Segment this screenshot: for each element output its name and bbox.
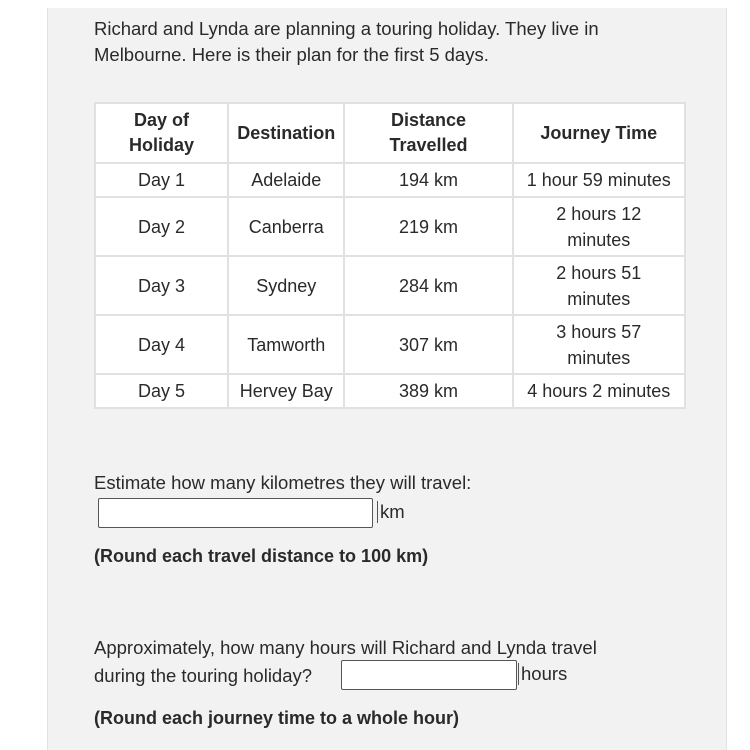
cell-journey-time: 4 hours 2 minutes: [513, 374, 685, 408]
question-1-prompt: Estimate how many kilometres they will travel:: [94, 472, 472, 493]
question-1-hint: (Round each travel distance to 100 km): [94, 546, 429, 566]
table-row: [95, 197, 685, 256]
intro-text: [94, 16, 684, 68]
hours-unit-label: hours: [518, 663, 567, 685]
cell-journey-time: [513, 315, 685, 374]
table-row: [95, 315, 685, 374]
cell-distance: 307 km: [344, 315, 512, 374]
journey-time-line-2: minutes: [567, 347, 631, 368]
journey-time-line-1: 2 hours 51: [556, 262, 642, 283]
question-2-line-2: during the touring holiday?: [94, 665, 313, 686]
table-header-row: [95, 103, 685, 163]
journey-time-line-2: minutes: [567, 288, 631, 309]
cell-distance: 194 km: [344, 163, 512, 197]
cell-day: Day 3: [95, 256, 228, 315]
header-destination: Destination: [228, 103, 344, 163]
journey-time-line-1: 2 hours 12: [556, 203, 642, 224]
cell-destination: Sydney: [228, 256, 344, 315]
cell-destination: Tamworth: [228, 315, 344, 374]
header-distance-line-2: Travelled: [389, 135, 468, 155]
cell-journey-time: [513, 197, 685, 256]
cell-journey-time: 1 hour 59 minutes: [513, 163, 685, 197]
question-2-hint: (Round each journey time to a whole hour): [94, 708, 460, 728]
intro-line-1: Richard and Lynda are planning a touring holiday. They live in: [94, 18, 599, 39]
intro-line-2: Melbourne. Here is their plan for the first 5 days.: [94, 44, 489, 65]
cell-day: Day 5: [95, 374, 228, 408]
question-panel: [47, 8, 727, 750]
cell-day: Day 4: [95, 315, 228, 374]
kilometres-answer-input[interactable]: [98, 498, 373, 528]
cell-day: Day 2: [95, 197, 228, 256]
holiday-plan-table: [94, 102, 686, 409]
table-row: [95, 163, 685, 197]
cell-journey-time: [513, 256, 685, 315]
table-row: [95, 374, 685, 408]
cell-destination: Adelaide: [228, 163, 344, 197]
header-journey-time: Journey Time: [513, 103, 685, 163]
cell-destination: Canberra: [228, 197, 344, 256]
header-day-line-1: Day of: [134, 110, 190, 130]
header-distance-line-1: Distance: [390, 110, 467, 130]
cell-distance: 284 km: [344, 256, 512, 315]
journey-time-line-2: minutes: [567, 229, 631, 250]
table-row: [95, 256, 685, 315]
question-2-line-1: Approximately, how many hours will Richard and Lynda travel: [94, 637, 597, 658]
journey-time-line-1: 3 hours 57: [556, 321, 642, 342]
header-distance-travelled: [344, 103, 512, 163]
hours-answer-input[interactable]: [341, 660, 517, 690]
cell-distance: 219 km: [344, 197, 512, 256]
cell-day: Day 1: [95, 163, 228, 197]
header-day-line-2: Holiday: [129, 135, 195, 155]
cell-destination: Hervey Bay: [228, 374, 344, 408]
kilometres-unit-label: km: [377, 501, 405, 523]
header-day-of-holiday: [95, 103, 228, 163]
cell-distance: 389 km: [344, 374, 512, 408]
